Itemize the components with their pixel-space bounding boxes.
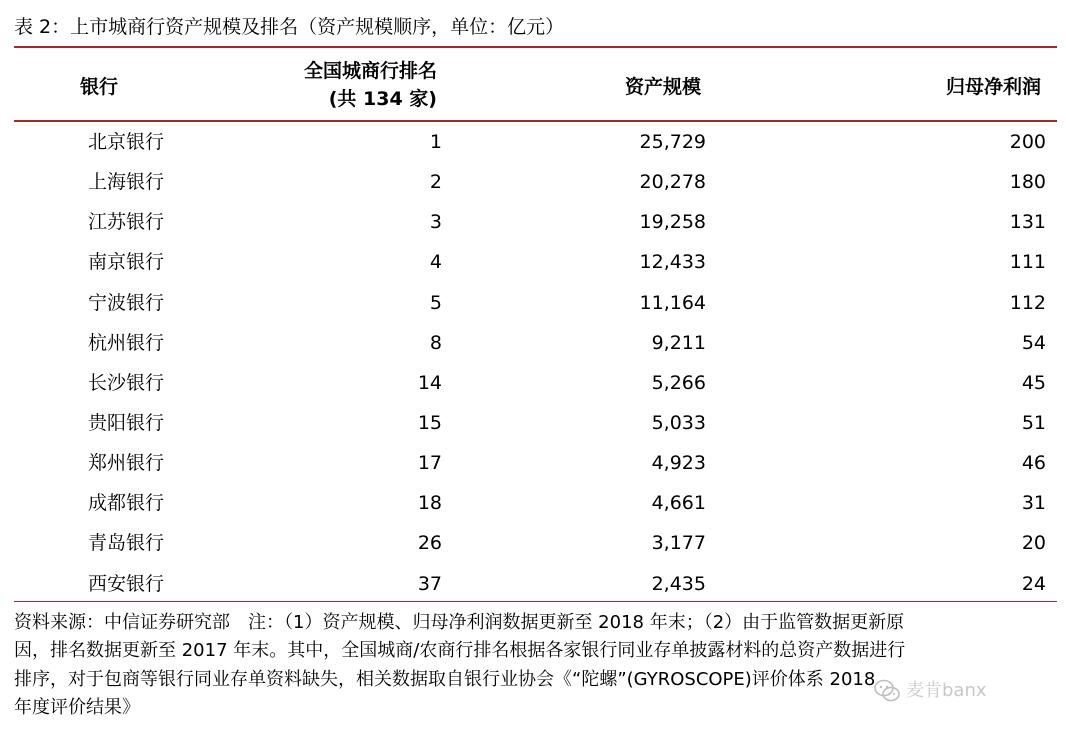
- table-body: [14, 122, 1057, 604]
- cell-rank: 8: [429, 331, 442, 354]
- bottom-rule: [14, 601, 1057, 602]
- cell-rank: 26: [417, 532, 442, 555]
- watermark: [870, 676, 1040, 706]
- cell-profit: 200: [1009, 131, 1046, 153]
- table-row: [14, 323, 1057, 363]
- cell-assets: 3,177: [651, 532, 706, 555]
- wechat-icon: [874, 679, 900, 703]
- header-rank: [304, 57, 437, 113]
- cell-rank: 17: [417, 452, 442, 475]
- cell-bank: 贵阳银行: [88, 411, 165, 434]
- cell-assets: 19,258: [639, 211, 706, 234]
- cell-assets: 5,266: [651, 371, 706, 394]
- cell-profit: 180: [1009, 171, 1046, 194]
- table-row: [14, 363, 1057, 403]
- note-line-3: 排序，对于包商等银行同业存单资料缺失，相关数据取自银行业协会《“陀螺”(GYROSCOPE)评价体系 2018: [14, 668, 876, 690]
- cell-assets: 4,923: [651, 452, 706, 475]
- table-row: [14, 122, 1057, 162]
- cell-rank: 14: [417, 371, 442, 394]
- note-line-1: 资料来源：中信证券研究部 注：（1）资产规模、归母净利润数据更新至 2018 年末；（2）由于监管数据更新原: [14, 612, 905, 633]
- cell-assets: 2,435: [651, 572, 706, 595]
- cell-bank: 北京银行: [88, 131, 165, 153]
- cell-bank: 长沙银行: [88, 371, 165, 394]
- table-row: [14, 483, 1057, 523]
- cell-bank: 杭州银行: [88, 331, 165, 354]
- header-rank-line2: (共 134 家): [328, 88, 437, 110]
- table-row: [14, 242, 1057, 282]
- cell-assets: 5,033: [651, 411, 706, 434]
- cell-rank: 18: [417, 492, 442, 515]
- cell-profit: 31: [1021, 492, 1046, 515]
- table-caption: 表 2：上市城商行资产规模及排名（资产规模顺序，单位：亿元）: [14, 16, 565, 38]
- header-bank: 银行: [80, 76, 119, 98]
- cell-assets: 20,278: [639, 171, 706, 194]
- cell-rank: 37: [417, 572, 442, 595]
- cell-rank: 4: [429, 251, 442, 274]
- table-row: [14, 403, 1057, 443]
- cell-bank: 宁波银行: [88, 291, 165, 314]
- watermark-text: 麦肯banx: [906, 680, 987, 701]
- cell-profit: 45: [1021, 371, 1046, 394]
- cell-rank: 3: [429, 211, 442, 234]
- cell-bank: 郑州银行: [88, 452, 165, 475]
- table-row: [14, 523, 1057, 563]
- header-assets: 资产规模: [624, 76, 701, 98]
- cell-rank: 2: [429, 171, 442, 194]
- cell-assets: 12,433: [639, 251, 706, 274]
- cell-bank: 江苏银行: [88, 211, 165, 234]
- table-row: [14, 162, 1057, 202]
- top-rule: [14, 46, 1057, 48]
- cell-rank: 5: [429, 291, 442, 314]
- cell-assets: 9,211: [651, 331, 706, 354]
- header-profit: 归母净利润: [945, 76, 1041, 98]
- cell-profit: 54: [1021, 331, 1046, 354]
- cell-assets: 4,661: [651, 492, 706, 515]
- table-row: [14, 564, 1057, 604]
- table-row: [14, 283, 1057, 323]
- cell-profit: 112: [1009, 291, 1046, 314]
- cell-assets: 25,729: [639, 131, 706, 153]
- cell-bank: 西安银行: [88, 572, 165, 595]
- note-line-2: 因，排名数据更新至 2017 年末。其中，全国城商/农商行排名根据各家银行同业存单披露材料的总资产数据进行: [14, 640, 906, 662]
- cell-bank: 南京银行: [88, 251, 165, 274]
- cell-profit: 20: [1021, 532, 1046, 555]
- table-row: [14, 443, 1057, 483]
- cell-profit: 131: [1009, 211, 1046, 234]
- cell-profit: 24: [1021, 572, 1046, 595]
- cell-assets: 11,164: [639, 291, 706, 314]
- cell-rank: 1: [429, 131, 442, 153]
- cell-bank: 成都银行: [88, 492, 165, 515]
- table-row: [14, 202, 1057, 242]
- cell-rank: 15: [417, 411, 442, 434]
- cell-bank: 青岛银行: [88, 532, 165, 555]
- note-line-4: 年度评价结果》: [14, 697, 140, 719]
- cell-profit: 46: [1021, 452, 1046, 475]
- cell-bank: 上海银行: [88, 171, 165, 194]
- cell-profit: 111: [1009, 251, 1046, 274]
- header-rank-line1: 全国城商行排名: [303, 60, 437, 82]
- cell-profit: 51: [1021, 411, 1046, 434]
